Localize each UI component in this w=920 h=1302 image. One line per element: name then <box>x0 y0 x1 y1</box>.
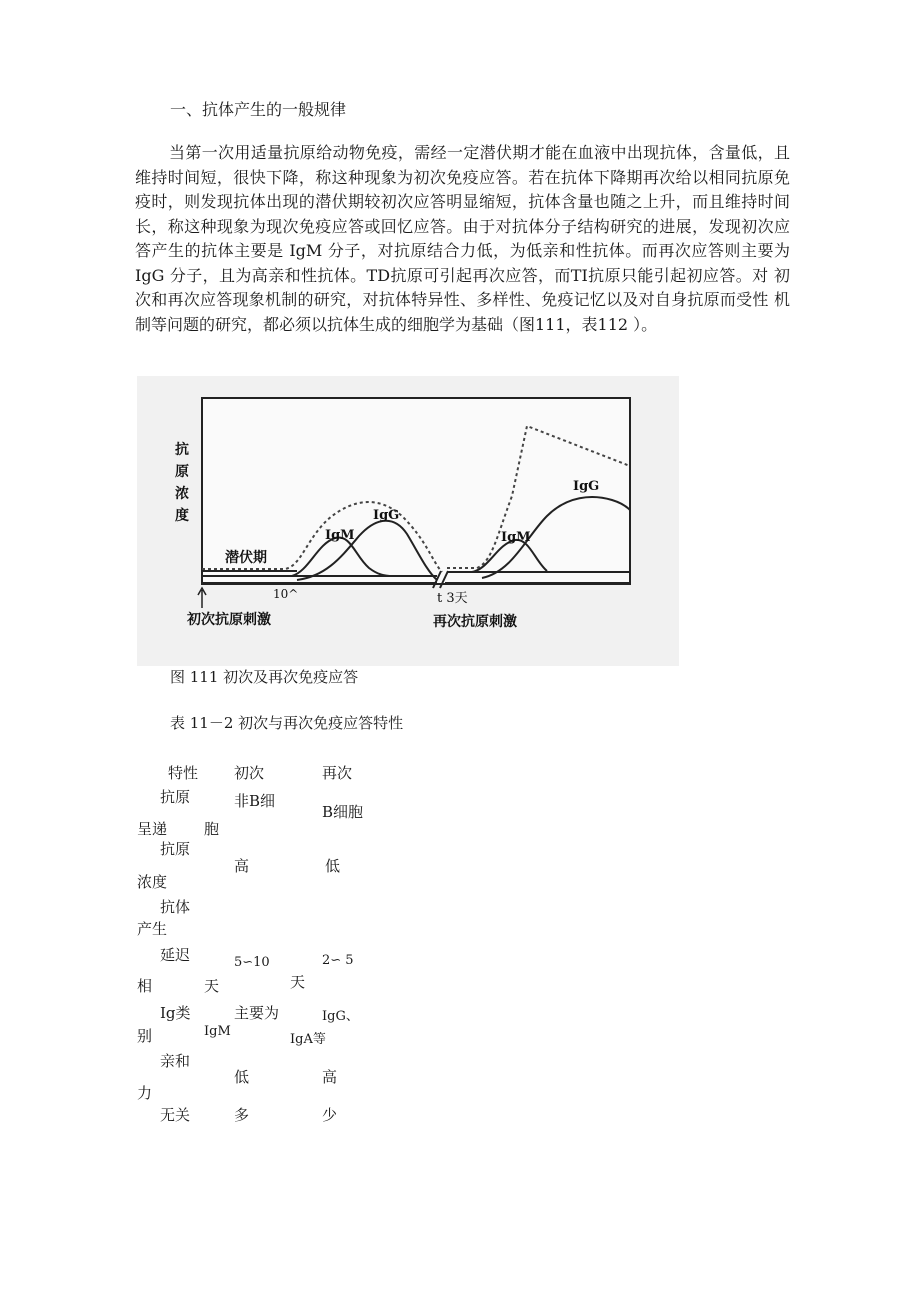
row5-label-a: Ig类 <box>160 1004 191 1022</box>
row1-secondary: B细胞 <box>322 803 364 821</box>
row3-label-a: 抗体 <box>160 898 191 916</box>
row1-label-a: 抗原 <box>160 788 191 806</box>
immune-response-chart <box>137 376 679 666</box>
row1-label-b: 呈递 <box>137 820 168 838</box>
row7-secondary: 少 <box>322 1106 338 1124</box>
row4-secondary-a: 2∽ 5 <box>322 953 354 968</box>
row6-secondary: 高 <box>322 1068 338 1086</box>
row2-label-b: 浓度 <box>137 873 168 891</box>
row6-label-a: 亲和 <box>160 1052 191 1070</box>
row6-primary: 低 <box>234 1068 250 1086</box>
table-caption: 表 11－2 初次与再次免疫应答特性 <box>170 714 404 732</box>
row1-primary-a: 非B细 <box>234 792 276 810</box>
row1-primary-b: 胞 <box>204 820 220 838</box>
row6-label-b: 力 <box>137 1084 153 1102</box>
intro-paragraph: 当第一次用适量抗原给动物免疫，需经一定潜伏期才能在血液中出现抗体，含量低，且维持时间短，很快下降，称这种现象为初次免疫应答。若在抗体下降期再次给以相同抗原免疫时，则发现抗体出现的潜伏期较初次应答明显缩短，抗体含量也随之上升，而且维持时间长，称这种现象为现次免疫应答或回忆应答。由于对抗体分子结构研究的进展，发现初次应答产生的抗体主要是 IgM 分子，对抗原结合力低，为低亲和性抗体。而再次应答则主要为 IgG 分子，且为高亲和性抗体。TD抗原可引起再次应答，而TI抗原只能引起初应答。对 初次和再次应答现象机制的研究，对抗体特异性、多样性、免疫记忆以及对自身抗原而受性 机制等问题的研究，都必须以抗体生成的细胞学为基础（图111，表112 ）。 <box>135 143 790 334</box>
row5-primary-b: IgM <box>204 1024 231 1039</box>
row2-primary: 高 <box>234 857 250 875</box>
y-label-char-3: 浓 <box>175 486 189 502</box>
row4-primary-a: 5∽10 <box>234 955 270 970</box>
secondary-stimulus-label: 再次抗原刺激 <box>433 614 517 630</box>
header-primary: 初次 <box>234 764 265 782</box>
tick-label-2: t 3天 <box>437 591 468 606</box>
row4-secondary-b: 天 <box>290 973 306 991</box>
row5-label-b: 别 <box>137 1027 153 1045</box>
row5-secondary-a: IgG、 <box>322 1009 359 1024</box>
row5-secondary-b: IgA等 <box>290 1032 326 1047</box>
igg-label-primary: IgG <box>373 508 400 523</box>
row4-label-a: 延迟 <box>160 946 191 964</box>
row4-label-b: 相 <box>137 977 153 995</box>
immune-response-figure <box>137 376 679 666</box>
igm-label-primary: IgM <box>325 528 355 543</box>
row7-primary: 多 <box>234 1106 250 1124</box>
igm-label-secondary: IgM <box>501 530 531 545</box>
latent-period-label: 潜伏期 <box>225 550 267 566</box>
figure-caption: 图 111 初次及再次免疫应答 <box>170 668 359 686</box>
row4-primary-b: 天 <box>204 977 220 995</box>
y-label-char-1: 抗 <box>175 442 189 458</box>
header-property: 特性 <box>168 764 199 782</box>
y-label-char-4: 度 <box>175 508 189 524</box>
row3-label-b: 产生 <box>137 920 168 938</box>
igg-label-secondary: IgG <box>573 479 600 494</box>
section-heading: 一、抗体产生的一般规律 <box>170 100 347 119</box>
row2-secondary: 低 <box>325 857 341 875</box>
row2-label-a: 抗原 <box>160 840 191 858</box>
header-secondary: 再次 <box>322 764 353 782</box>
row5-primary-a: 主要为 <box>234 1004 280 1022</box>
tick-label-1: 10^ <box>273 587 299 601</box>
y-label-char-2: 原 <box>175 464 189 480</box>
row7-label: 无关 <box>160 1106 191 1124</box>
primary-stimulus-label: 初次抗原刺激 <box>187 612 271 628</box>
